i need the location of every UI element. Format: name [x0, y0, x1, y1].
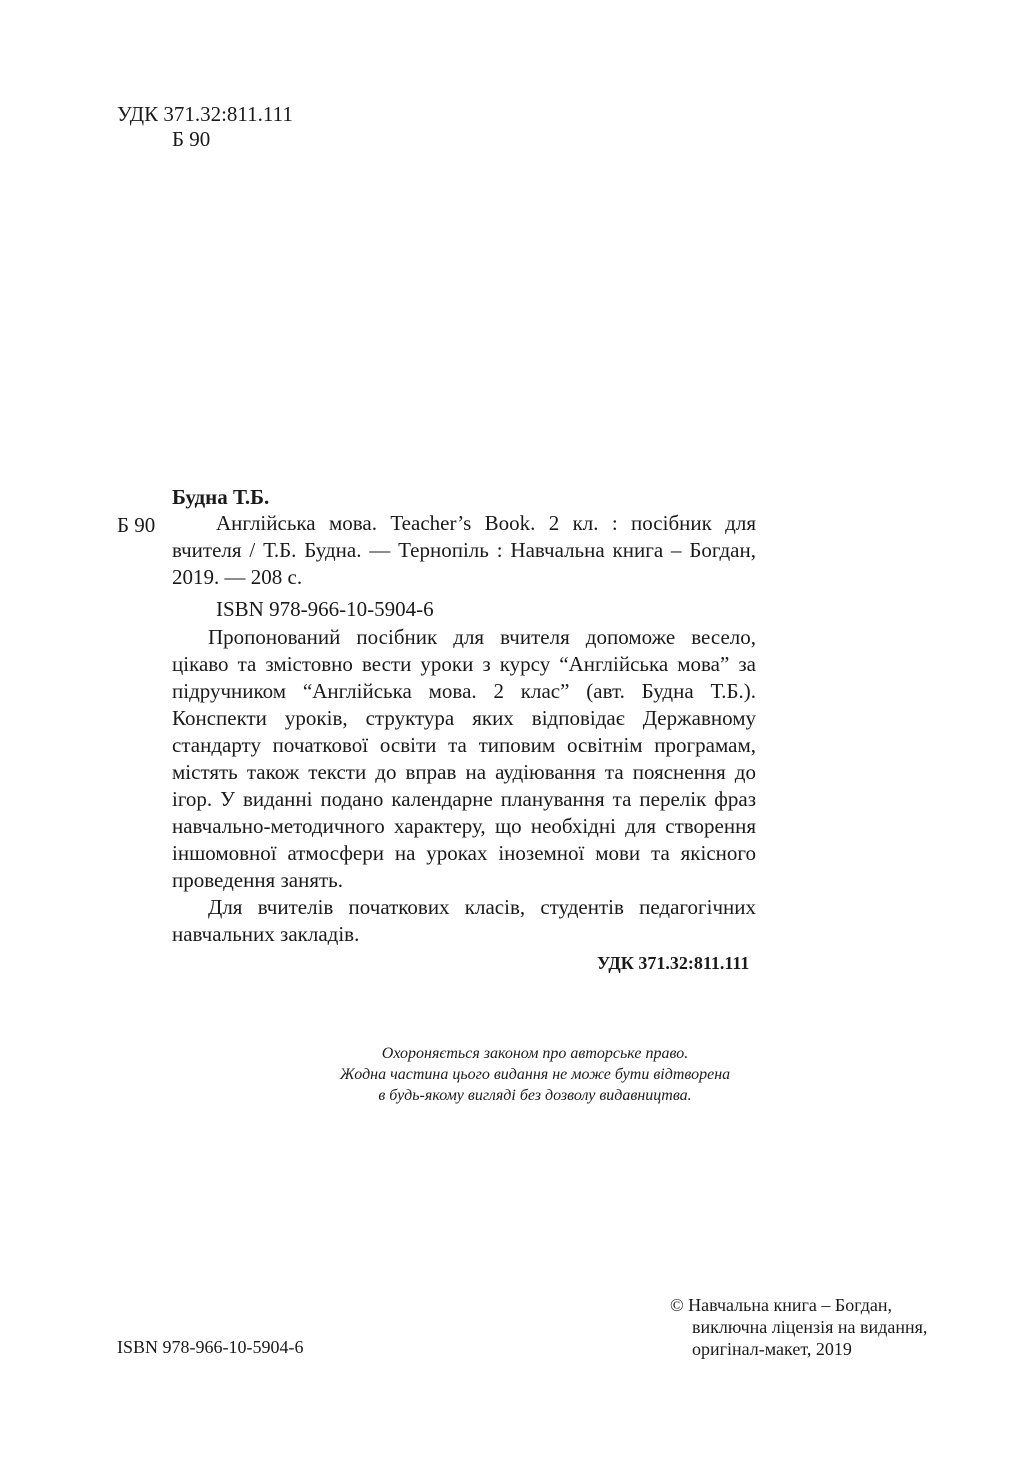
copyright-line: © Навчальна книга – Богдан, [670, 1295, 892, 1315]
book-code: Б 90 [172, 127, 211, 151]
isbn-record: ISBN 978-966-10-5904-6 [216, 597, 434, 621]
annotation-audience: Для вчителів початкових класів, студентів педагогічних навчальних закладів. [172, 895, 756, 946]
author-name: Будна Т.Б. [172, 485, 270, 509]
notice-line: Жодна частина цього видання не може бути відтворена [339, 1066, 731, 1083]
bibliographic-description: Англійська мова. Teacher’s Book. 2 кл. : посібник для вчителя / Т.Б. Будна. — Тернопіль : Навчальна книга – Богдан, 2019. — 208 с. [172, 511, 756, 589]
copyright-line: оригінал-макет, 2019 [692, 1339, 852, 1359]
isbn-footer: ISBN 978-966-10-5904-6 [117, 1337, 304, 1357]
udk-header: УДК 371.32:811.111 [117, 102, 293, 126]
udk-footer-code: УДК 371.32:811.111 [597, 953, 750, 973]
annotation [172, 624, 756, 948]
notice-line: Охороняється законом про авторське право. [381, 1045, 689, 1062]
copyright-line: виключна ліцензія на видання, [692, 1317, 928, 1337]
copyright-block [670, 1294, 927, 1360]
side-book-code: Б 90 [117, 513, 156, 537]
notice-line: в будь-якому вигляді без дозволу видавництва. [378, 1087, 692, 1104]
annotation-paragraph: Пропонований посібник для вчителя допоможе весело, цікаво та змістовно вести уроки з курсу “Англійська мова” за підручником “Англійська мова. 2 клас” (авт. Будна Т.Б.). Конспекти уроків, структура яких відповідає Державному стандарту початкової освіти та типовим освітнім програмам, містять також тексти до вправ на аудіювання та пояснення до ігор. У виданні подано календарне планування та перелік фраз навчально-методичного характеру, що необхідні для створення іншомовної атмосфери на уроках іноземної мови та якісного проведення занять. [172, 625, 756, 892]
copyright-notice [300, 1043, 770, 1106]
